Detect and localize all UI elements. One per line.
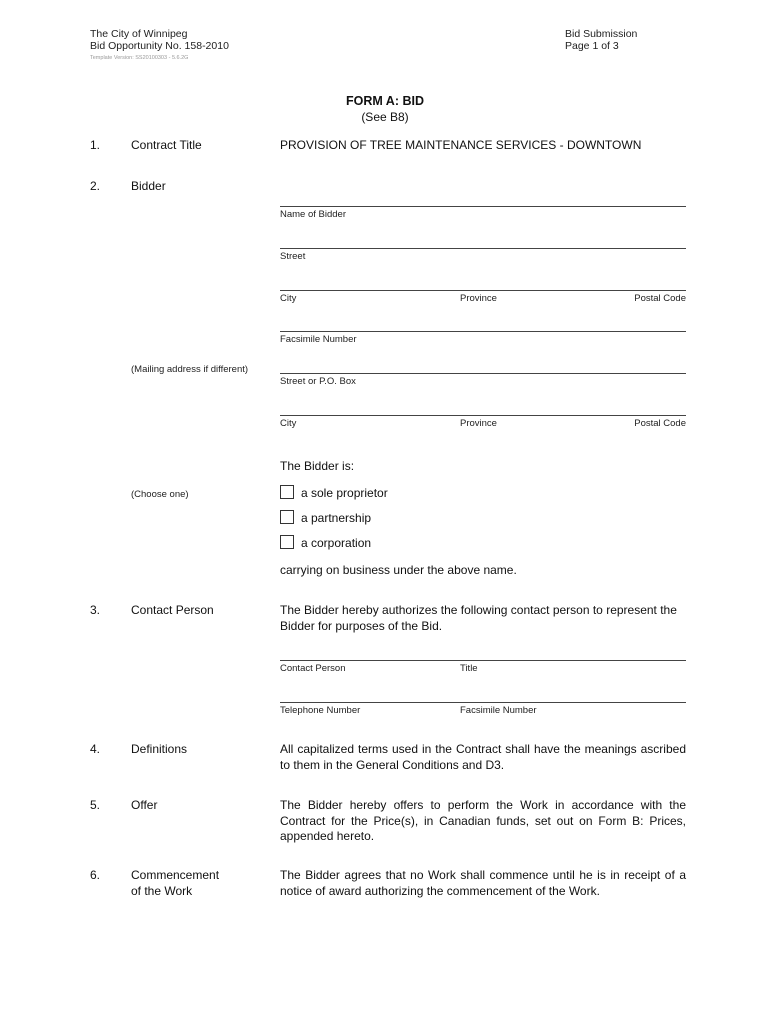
page-number: Page 1 of 3 (565, 40, 619, 52)
mailing-postal-code-caption: Postal Code (634, 418, 686, 429)
section-5-number: 5. (90, 798, 101, 812)
contact-person-line[interactable] (280, 660, 686, 661)
street-caption: Street (280, 251, 306, 262)
contract-title-value: PROVISION OF TREE MAINTENANCE SERVICES - DOWNTOWN (280, 138, 642, 152)
name-of-bidder-caption: Name of Bidder (280, 209, 347, 220)
street-line[interactable] (280, 248, 686, 249)
corporation-label: a corporation (301, 536, 372, 550)
facsimile-line[interactable] (280, 331, 686, 332)
mailing-city-caption: City (280, 418, 297, 429)
template-version: Template Version: SS20100303 - 5.6.2G (90, 55, 189, 61)
mailing-city-line[interactable] (280, 415, 686, 416)
mailing-province-caption: Province (460, 418, 497, 429)
section-2-number: 2. (90, 179, 101, 193)
section-1-label: Contract Title (131, 138, 202, 152)
facsimile-caption: Facsimile Number (280, 334, 357, 345)
telephone-caption: Telephone Number (280, 705, 361, 716)
contact-person-text: The Bidder hereby authorizes the following contact person to represent the Bidder for purposes of the Bid. (280, 603, 677, 633)
city-caption: City (280, 293, 297, 304)
postal-code-caption: Postal Code (634, 293, 686, 304)
corporation-checkbox[interactable] (280, 535, 294, 549)
city-province-postal-line[interactable] (280, 290, 686, 291)
section-4-number: 4. (90, 742, 101, 756)
section-6-number: 6. (90, 868, 101, 882)
partnership-checkbox[interactable] (280, 510, 294, 524)
mailing-address-note: (Mailing address if different) (131, 364, 249, 375)
province-caption: Province (460, 293, 497, 304)
form-title: FORM A: BID (346, 94, 424, 108)
bid-opportunity-number: Bid Opportunity No. 158-2010 (90, 40, 229, 52)
sole-proprietor-label: a sole proprietor (301, 486, 388, 500)
definitions-text: All capitalized terms used in the Contract shall have the meanings ascribed to them in the General Conditions and D3. (280, 742, 686, 772)
telephone-facsimile-line[interactable] (280, 702, 686, 703)
section-4-label: Definitions (131, 742, 188, 756)
name-of-bidder-line[interactable] (280, 206, 686, 207)
partnership-label: a partnership (301, 511, 372, 525)
street-po-caption: Street or P.O. Box (280, 376, 356, 387)
offer-text: The Bidder hereby offers to perform the Work in accordance with the Contract for the Price(s), in Canadian funds, set out on Form B: Prices, appended hereto. (280, 798, 686, 843)
bidder-is-label: The Bidder is: (280, 459, 355, 473)
section-6-label-line-1: Commencement (131, 868, 220, 882)
bid-submission-label: Bid Submission (565, 28, 638, 40)
title-caption: Title (460, 663, 478, 674)
section-3-label: Contact Person (131, 603, 214, 617)
choose-one-note: (Choose one) (131, 489, 189, 500)
commencement-text: The Bidder agrees that no Work shall commence until he is in receipt of a notice of award authorizing the commencement of the Work. (280, 868, 686, 898)
section-1-number: 1. (90, 138, 101, 152)
section-6-label-line-2: of the Work (131, 883, 193, 898)
contact-person-caption: Contact Person (280, 663, 346, 674)
sole-proprietor-checkbox[interactable] (280, 485, 294, 499)
section-2-label: Bidder (131, 179, 166, 193)
contact-facsimile-caption: Facsimile Number (460, 705, 537, 716)
carrying-on-text: carrying on business under the above name. (280, 563, 517, 577)
section-3-number: 3. (90, 603, 101, 617)
section-5-label: Offer (131, 798, 158, 812)
form-subtitle: (See B8) (361, 110, 409, 124)
city-name: The City of Winnipeg (90, 28, 188, 40)
street-po-line[interactable] (280, 373, 686, 374)
